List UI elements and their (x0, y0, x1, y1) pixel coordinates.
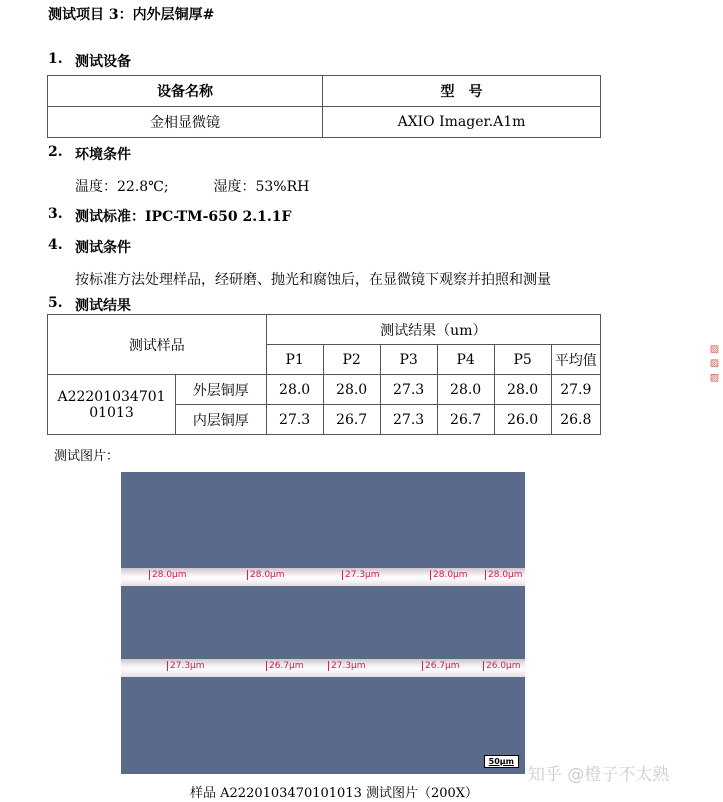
section-standard (48, 206, 291, 226)
row-label: 内层铜厚 (176, 405, 267, 435)
watermark: 知乎 @橙子不太熟 (528, 765, 670, 785)
col-header: P4 (437, 345, 494, 375)
page-title: 测试项目 3：内外层铜厚# (48, 7, 215, 23)
equipment-model: AXIO Imager.A1m (323, 107, 601, 138)
inner-copper-layer (121, 659, 525, 677)
result-cell: 26.7 (323, 405, 380, 435)
result-cell: 27.3 (380, 375, 437, 405)
measure-label: 27.3μm (342, 570, 380, 580)
measure-label: 26.7μm (266, 661, 304, 671)
section-label: 测试设备 (75, 54, 131, 70)
result-header: 测试结果（um） (266, 315, 600, 345)
humidity: 湿度：53%RH (213, 179, 310, 195)
result-cell: 27.9 (551, 375, 600, 405)
measure-label: 27.3μm (167, 661, 205, 671)
section-number: 3. (48, 206, 63, 222)
result-cell: 26.0 (494, 405, 551, 435)
measure-label: 28.0μm (247, 570, 285, 580)
picture-label: 测试图片： (54, 449, 120, 464)
col-header: 平均值 (551, 345, 600, 375)
figure-caption: 样品 A2220103470101013 测试图片（200X） (190, 786, 479, 801)
section-results (48, 295, 131, 315)
result-cell: 27.3 (266, 405, 323, 435)
col-header: P3 (380, 345, 437, 375)
section-environment (48, 144, 131, 164)
section-number: 2. (48, 144, 63, 160)
result-cell: 27.3 (380, 405, 437, 435)
result-cell: 26.7 (437, 405, 494, 435)
sample-header: 测试样品 (48, 315, 267, 375)
scale-bar: 50μm (484, 755, 519, 768)
result-cell: 28.0 (266, 375, 323, 405)
outer-copper-layer (121, 568, 525, 586)
section-label: 测试条件 (75, 240, 131, 256)
measure-label: 26.7μm (422, 661, 460, 671)
measure-label: 28.0μm (485, 570, 523, 580)
section-equipment (48, 51, 131, 71)
measure-label: 27.3μm (328, 661, 366, 671)
condition-text: 按标准方法处理样品，经研磨、抛光和腐蚀后，在显微镜下观察并拍照和测量 (75, 272, 551, 288)
equipment-model-header: 型 号 (323, 76, 601, 107)
result-cell: 26.8 (551, 405, 600, 435)
equipment-name-header: 设备名称 (48, 76, 323, 107)
result-cell: 28.0 (494, 375, 551, 405)
result-cell: 28.0 (437, 375, 494, 405)
temperature: 温度：22.8℃; (75, 179, 169, 195)
col-header: P5 (494, 345, 551, 375)
micrograph-image (121, 472, 525, 774)
measure-label: 28.0μm (149, 570, 187, 580)
red-stamp: ▨ ▨ ▨ (709, 344, 720, 384)
equipment-name: 金相显微镜 (48, 107, 323, 138)
section-conditions (48, 237, 131, 257)
section-number: 5. (48, 295, 63, 311)
results-table (47, 314, 601, 435)
col-header: P2 (323, 345, 380, 375)
section-label: 测试结果 (75, 298, 131, 314)
sample-id: A2220103470101013 (48, 375, 176, 435)
environment-line (75, 176, 309, 196)
row-label: 外层铜厚 (176, 375, 267, 405)
col-header: P1 (266, 345, 323, 375)
measure-label: 26.0μm (483, 661, 521, 671)
section-number: 1. (48, 51, 63, 67)
equipment-table (47, 75, 601, 138)
section-number: 4. (48, 237, 63, 253)
result-cell: 28.0 (323, 375, 380, 405)
section-label: 测试标准：IPC-TM-650 2.1.1F (75, 209, 292, 225)
measure-label: 28.0μm (430, 570, 468, 580)
section-label: 环境条件 (75, 147, 131, 163)
